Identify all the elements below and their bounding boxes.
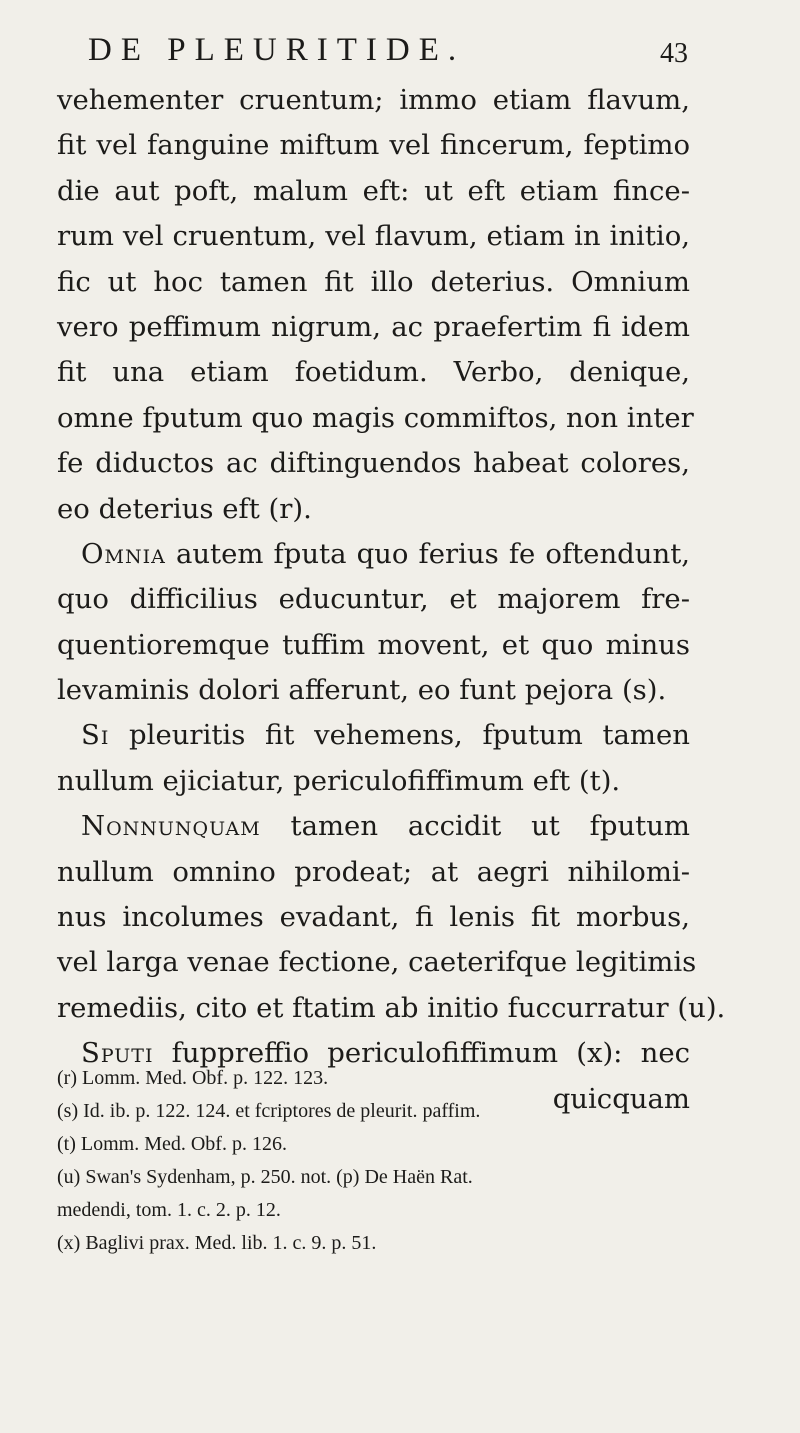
footnote: (s) Id. ib. p. 122. 124. et fcriptores de pleurit. paffim. [57,1100,481,1122]
text-line: fic ut hoc tamen fit illo deterius. Omnium [57,265,690,298]
text-line: quentioremque tuffim movent, et quo minus [57,628,690,661]
paragraph-start [57,532,690,577]
text-line: vero peffimum nigrum, ac praefertim fi idem [57,310,690,343]
footnote: (r) Lomm. Med. Obf. p. 122. 123. [57,1067,329,1089]
text-line: levaminis dolori afferunt, eo funt pejora (s). [57,674,667,707]
paragraph-head: Si [81,719,110,752]
text-line: rum vel cruentum, vel flavum, etiam in initio, [57,220,690,253]
text-line: omne fputum quo magis commiftos, non inter [57,401,694,434]
page-number: 43 [660,38,688,69]
page-header [88,32,688,72]
footnote: (u) Swan's Sydenham, p. 250. not. (p) De Haën Rat. [57,1166,473,1188]
text-fragment: autem fputa quo ferius fe oftendunt, [175,537,690,570]
text-line: vehementer cruentum; immo etiam flavum, [57,84,690,116]
text-line: fit vel fanguine miftum vel fincerum, feptimo [57,129,690,162]
running-title: DE PLEURITIDE. [88,32,466,68]
catchword: quicquam [552,1082,690,1115]
main-text [57,78,726,1122]
text-line: remediis, cito et ftatim ab initio fuccurratur (u). [57,991,726,1024]
text-fragment: tamen accidit ut fputum [290,810,690,843]
footnotes [57,1062,697,1260]
footnote: (t) Lomm. Med. Obf. p. 126. [57,1133,287,1155]
text-line: quo difficilius educuntur, et majorem fre- [57,583,690,616]
text-fragment: pleuritis fit vehemens, fputum tamen [129,719,690,752]
text-line: fe diductos ac diftinguendos habeat colores, [57,447,690,480]
text-fragment: fuppreffio periculofiffimum (x): nec [171,1037,690,1070]
paragraph-head: Omnia [81,537,166,570]
text-line: nullum ejiciatur, periculofiffimum eft (t). [57,764,621,797]
footnote: (x) Baglivi prax. Med. lib. 1. c. 9. p. 51. [57,1232,377,1254]
text-line: nus incolumes evadant, fi lenis fit morbus, [57,901,690,934]
text-line: eo deterius eft (r). [57,492,312,525]
paragraph-head: Nonnunquam [81,810,261,843]
text-line: vel larga venae fectione, caeterifque legitimis [57,946,697,979]
text-line: nullum omnino prodeat; at aegri nihilomi- [57,855,690,888]
text-line: fit una etiam foetidum. Verbo, denique, [57,356,690,389]
paragraph-start [57,713,690,758]
paragraph-start [57,804,690,849]
paragraph-head: Sputi [81,1037,154,1070]
text-line: die aut poft, malum eft: ut eft etiam fince- [57,174,690,207]
footnote-continuation: medendi, tom. 1. c. 2. p. 12. [57,1199,281,1221]
